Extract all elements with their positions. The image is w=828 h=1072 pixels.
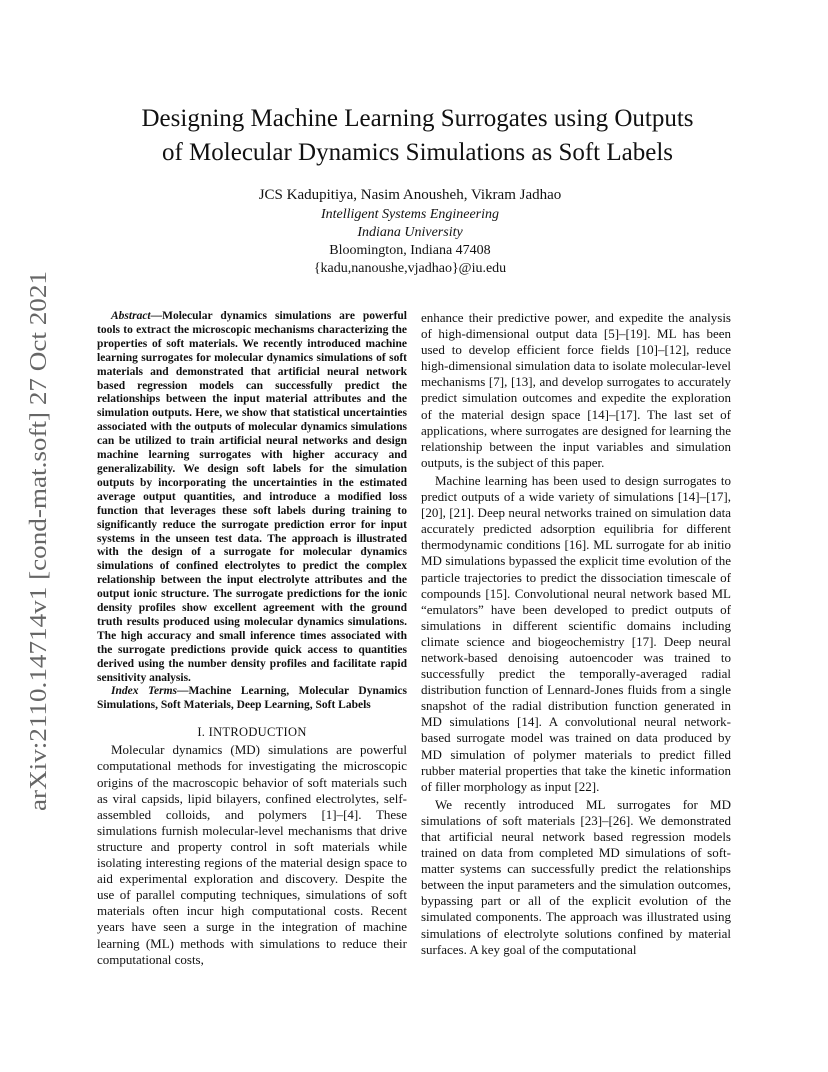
right-column xyxy=(421,310,731,958)
index-terms xyxy=(97,685,407,713)
title-line-2: of Molecular Dynamics Simulations as Soft Labels xyxy=(161,139,674,166)
author-university: Indiana University xyxy=(357,225,463,240)
section-heading-introduction: I. INTRODUCTION xyxy=(197,725,307,740)
paper-title xyxy=(90,102,745,170)
arxiv-identifier xyxy=(16,265,54,815)
author-city: Bloomington, Indiana 47408 xyxy=(329,243,491,258)
body-paragraph-1: enhance their predictive power, and expedite the analysis of high-dimensional output data [5]–[19]. ML has been used to develop efficient force fields [10]–[12], reduce high-dimensional simulation data to isolate molecular-level mechanisms [7], [13], and develop surrogates to accurately predict simulation outcomes and expedite the exploration of the material design space [14]–[17]. The last set of applications, where surrogates are designed for learning the relationship between the input variables and simulation outputs, is the subject of this paper. xyxy=(421,310,731,470)
body-paragraph-3: We recently introduced ML surrogates for MD simulations of soft materials [23]–[26]. We demonstrated that artificial neural network based regression models trained on data from completed MD simulations of soft-matter systems can successfully predict the relationships between the input parameters and the simulation outcomes, bypassing part or all of the explicit evolution of the simulated components. The approach was illustrated using simulations of electrolyte solutions confined by material surfaces. A key goal of the computational xyxy=(421,796,731,957)
body-paragraph-2: Machine learning has been used to design surrogates to predict outputs of a wide variety of simulations [14]–[17], [20], [21]. Deep neural networks trained on simulation data accurately predicted adsorption equilibria for different thermodynamic conditions [16]. ML surrogate for ab initio MD simulations bypassed the explicit time evolution of the particle trajectories to predict the dissociation timescale of compounds [15]. Convolutional neural network based ML “emulators” have been developed to predict outputs of simulations in different scientific domains including climate science and biogeochemistry [17]. Deep neural network-based denoising autoencoder was trained to successfully predict the temporally-averaged radial distribution function of Lennard-Jones fluids from a single snapshot of the radial distribution function generated in MD simulations [14]. A convolutional neural network-based surrogate model was trained on data produced by MD simulation of polymer materials to predict filled rubber material properties that take the kinetic information of filler morphology as input [22]. xyxy=(421,472,731,794)
author-department: Intelligent Systems Engineering xyxy=(320,207,500,222)
abstract-lead: Abstract xyxy=(111,310,151,322)
abstract-text: —Molecular dynamics simulations are powerful tools to extract the microscopic mechanisms characterizing the properties of soft materials. We recently introduced machine learning surrogates for molecular dynamics simulations of soft materials and demonstrated that artificial neural network based regression models can successfully predict the relationships between the input material attributes and the simulation outputs. Here, we show that statistical uncertainties associated with the outputs of molecular dynamics simulations can be utilized to train artificial neural networks and design machine learning surrogates with higher accuracy and generalizability. We design soft labels for the simulation outputs by incorporating the uncertainties in the estimated average output quantities, and introduce a modified loss function that leverages these soft labels during training to significantly reduce the surrogate prediction error for input systems in the unseen test data. The approach is illustrated with the design of a surrogate for molecular dynamics simulations of confined electrolytes to predict the complex relationship between the input electrolyte attributes and the output ionic structure. The surrogate predictions for the ionic density profiles show excellent agreement with the ground truth results produced using molecular dynamics simulations. The high accuracy and small inference times associated with the surrogate predictions provide quick access to quantities derived using the number density profiles and facilitate rapid sensitivity analysis. xyxy=(97,310,407,684)
author-block xyxy=(160,186,660,278)
intro-paragraph-1: Molecular dynamics (MD) simulations are powerful computational methods for investigating the microscopic origins of the macroscopic behavior of soft materials such as viral capsids, lipid bilayers, confined electrolytes, self-assembled colloids, and polymers [1]–[4]. These simulations furnish molecular-level mechanisms that drive structure and property control in soft materials while isolating interesting regions of the material design space to aid experimental exploration and discovery. Despite the use of parallel computing techniques, simulations of soft materials often incur high computational costs. Recent years have seen a surge in the integration of machine learning (ML) methods with simulations to reduce their computational costs, xyxy=(97,742,407,967)
title-line-1: Designing Machine Learning Surrogates using Outputs xyxy=(141,105,694,132)
index-terms-lead: Index Terms xyxy=(111,685,177,698)
abstract xyxy=(97,310,407,685)
index-terms-text: —Machine Learning, Molecular Dynamics Simulations, Soft Materials, Deep Learning, Soft Labels xyxy=(97,685,407,712)
arxiv-identifier-text: arXiv:2110.14714v1 [cond-mat.soft] 27 Oct 2021 xyxy=(25,323,52,811)
left-column xyxy=(97,310,407,968)
author-email: {kadu,nanoushe,vjadhao}@iu.edu xyxy=(313,261,507,276)
author-names: JCS Kadupitiya, Nasim Anousheh, Vikram Jadhao xyxy=(258,187,562,203)
